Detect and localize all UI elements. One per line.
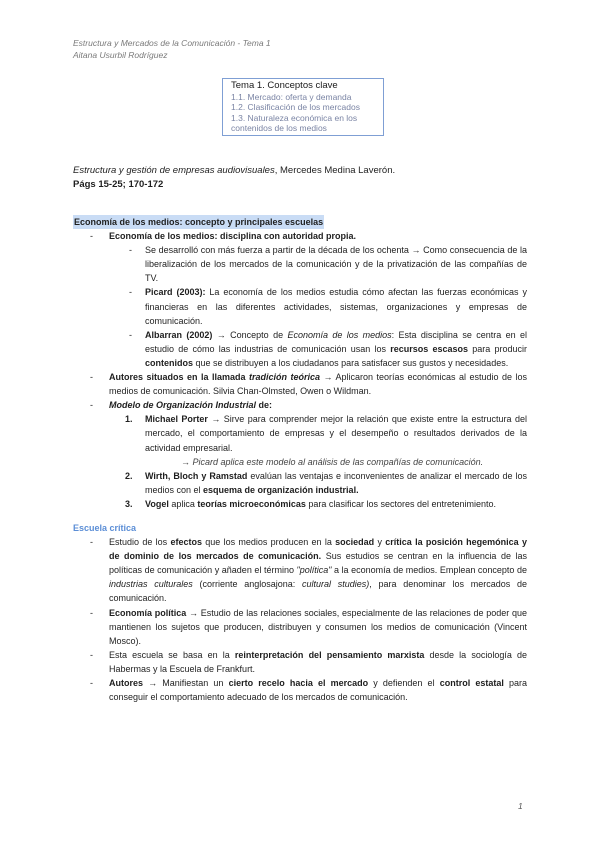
list-item: - Autores situados en la llamada tradición teórica → Aplicaron teorías económicas al estudio de los medios de comunicación. Silvia Chan-Olmsted, Owen o Wildman.	[90, 372, 528, 397]
dash-bullet: -	[90, 372, 93, 383]
dash-bullet: -	[90, 231, 93, 242]
page-range: Págs 15-25; 170-172	[73, 179, 164, 190]
list-item: - Autores → Manifiestan un cierto recelo hacia el mercado y defienden el control estatal para conseguir el comportamiento adecuado de los mercados de comunicación.	[90, 678, 528, 703]
dash-bullet: -	[90, 537, 93, 548]
toc-item: contenidos de los medios	[231, 123, 327, 133]
section-escuela-critica	[73, 521, 527, 704]
list-item: - Albarran (2002) → Concepto de Economía de los medios: Esta disciplina se centra en el estudio de cómo las industrias de comunicación usan los recursos escasos para producir contenidos que se distribuyen a los ciudadanos para satisfacer sus gustos y necesidades.	[129, 329, 527, 368]
header-course: Estructura y Mercados de la Comunicación - Tema 1	[73, 38, 271, 48]
section-economia-medios	[73, 215, 527, 511]
item-number: 3.	[125, 498, 133, 509]
section-title: Escuela crítica	[73, 522, 137, 533]
list-item: - Esta escuela se basa en la reinterpretación del pensamiento marxista desde la sociología de Habermas y la Escuela de Frankfurt.	[90, 649, 528, 674]
numbered-item: 2. Wirth, Bloch y Ramstad evalúan las ventajas e inconvenientes de analizar el mercado de los medios con el esquema de organización industrial.	[125, 470, 528, 495]
dash-bullet: -	[90, 400, 93, 411]
list-item: - Economía de los medios: disciplina con autoridad propia.	[73, 229, 527, 243]
list-item: - Estudio de los efectos que los medios producen en la sociedad y crítica la posición hegemónica y de dominio de los mercados de comunicación. Sus estudios se centran en la influencia de las políticas de comunicación y añaden el término "política" a la economía de medios. Emplean concepto de industrias culturales (corriente anglosajona: cultural studies), para denominar los mercados de comunicación.	[90, 537, 528, 604]
note-line: → Picard aplica este modelo al análisis de las compañías de comunicación.	[181, 456, 484, 467]
header-author: Aitana Usurbil Rodríguez	[73, 50, 168, 60]
toc-item: 1.1. Mercado: oferta y demanda	[231, 91, 352, 102]
dash-bullet: -	[90, 649, 93, 660]
item-number: 2.	[125, 470, 133, 481]
dash-bullet: -	[129, 287, 132, 298]
dash-bullet: -	[90, 607, 93, 618]
dash-bullet: -	[90, 678, 93, 688]
toc-item: 1.2. Clasificación de los mercados	[231, 102, 360, 112]
numbered-item: 1. Michael Porter → Sirve para comprender mejor la relación que existe entre la estructura del mercado, el comportamiento de empresas y el desempeño o resultados derivados de la actividad empresarial.	[125, 414, 527, 453]
item-number: 1.	[125, 414, 133, 425]
page-header	[73, 37, 271, 61]
dash-bullet: -	[129, 245, 132, 256]
page-number: 1	[518, 801, 523, 811]
source-reference	[73, 164, 395, 192]
main-content	[73, 215, 527, 704]
list-item: - Picard (2003): La economía de los medios estudia cómo afectan las fuerzas económicas y financieras en las diferentes actividades, sistemas, organizaciones y empresas de comunicación.	[129, 287, 527, 326]
dash-bullet: -	[129, 329, 132, 340]
numbered-item: 3. Vogel aplica teorías microeconómicas para clasificar los sectores del entretenimiento.	[73, 497, 527, 511]
section-title: Economía de los medios: concepto y principales escuelas	[73, 215, 324, 229]
list-item: - Economía política → Estudio de las relaciones sociales, especialmente de las relaciones de poder que mantienen los sujetos que producen, distribuyen y consumen los medios de comunicación (Vincent Mosco).	[90, 607, 527, 646]
list-item: - Se desarrolló con más fuerza a partir de la década de los ochenta → Como consecuencia de la liberalización de los mercados de la comunicación y de la privatización de las compañías de TV.	[129, 245, 527, 284]
book-author: , Mercedes Medina Laverón.	[274, 165, 396, 176]
list-item: - Modelo de Organización Industrial de:	[73, 398, 527, 412]
toc-title: Tema 1. Conceptos clave	[231, 80, 338, 91]
toc-item: 1.3. Naturaleza económica en los	[231, 112, 358, 123]
book-title: Estructura y gestión de empresas audiovisuales	[73, 165, 275, 176]
toc-box	[222, 78, 384, 136]
